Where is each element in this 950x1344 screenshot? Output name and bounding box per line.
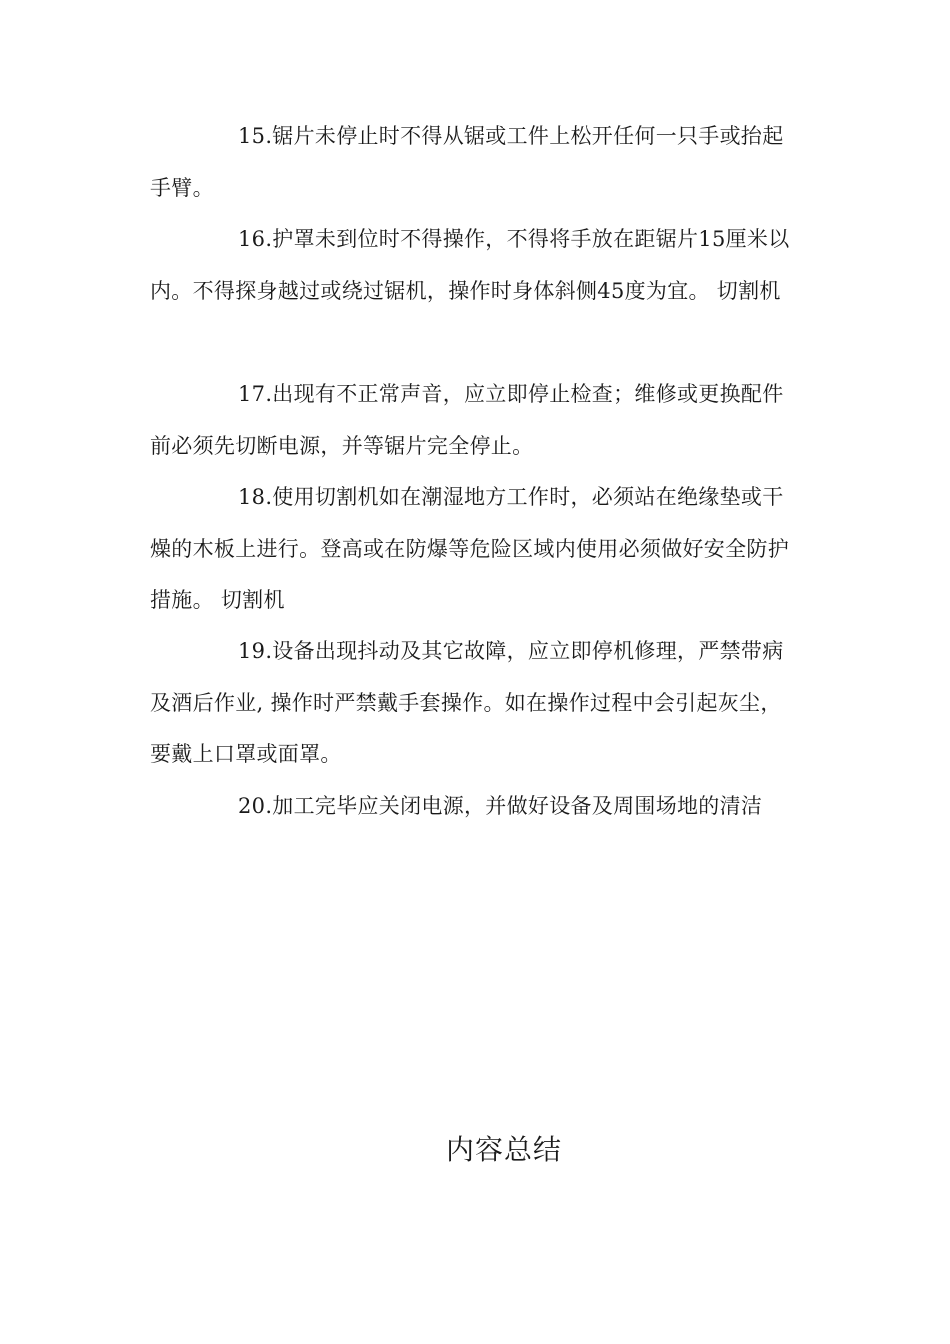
rule-paragraph-17: 17.出现有不正常声音，应立即停止检查；维修或更换配件前必须先切断电源，并等锯片完全停止。 (150, 382, 784, 458)
summary-heading: 内容总结 (445, 1133, 562, 1166)
rule-paragraph-19: 19.设备出现抖动及其它故障，应立即停机修理，严禁带病及酒后作业, 操作时严禁戴手套操作。如在操作过程中会引起灰尘，要戴上口罩或面罩。 (150, 639, 784, 766)
rule-paragraph-18: 18.使用切割机如在潮湿地方工作时，必须站在绝缘垫或干燥的木板上进行。登高或在防爆等危险区域内使用必须做好安全防护措施。 切割机 (150, 485, 789, 612)
rule-paragraph-15: 15.锯片未停止时不得从锯或工件上松开任何一只手或抬起手臂。 (150, 124, 784, 200)
rule-paragraph-20: 20.加工完毕应关闭电源，并做好设备及周围场地的清洁 (238, 794, 763, 818)
rule-paragraph-16: 16.护罩未到位时不得操作，不得将手放在距锯片15厘米以内。不得探身越过或绕过锯机，操作时身体斜侧45度为宜。 切割机 (150, 227, 790, 303)
